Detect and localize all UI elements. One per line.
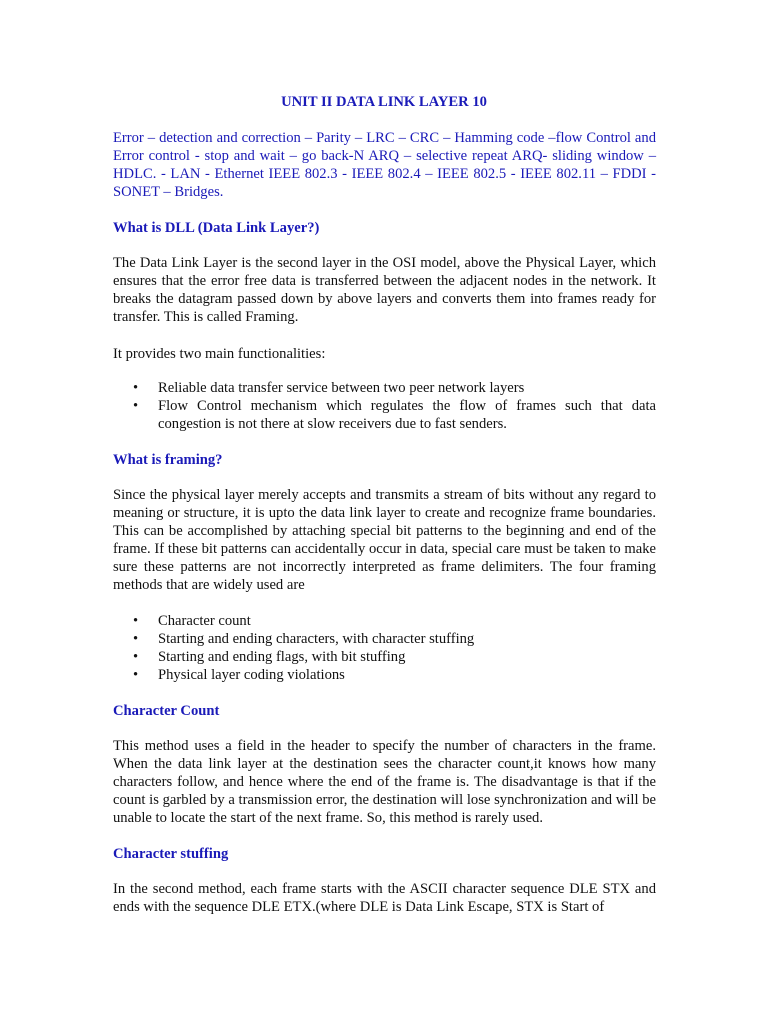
list-item-text: Physical layer coding violations [158,667,345,683]
paragraph-framing: Since the physical layer merely accepts and transmits a stream of bits without any regard to meaning or structure, it is upto the data link layer to create and recognize frame boundaries. This can be accomplished by attaching special bit patterns to the beginning and end of the frame. If these bit patterns can accidentally occur in data, special care must be taken to make sure these patterns are not incorrectly interpreted as frame delimiters. The four framing methods that are widely used are [113,487,656,593]
list-item-text: Starting and ending characters, with character stuffing [158,631,475,647]
bullet-icon: • [133,667,139,683]
framing-methods-list [113,612,656,684]
bullet-icon: • [133,380,139,396]
list-item [113,666,656,684]
list-item-text: Reliable data transfer service between two peer network layers [158,380,525,396]
heading-character-count: Character Count [113,703,220,719]
list-item [113,379,656,397]
document-title: UNIT II DATA LINK LAYER 10 [281,94,487,110]
paragraph-character-stuffing: In the second method, each frame starts with the ASCII character sequence DLE STX and ends with the sequence DLE ETX.(where DLE is Data Link Escape, STX is Start of [113,881,656,915]
paragraph-functionalities: It provides two main functionalities: [113,346,326,362]
list-item [113,397,656,433]
list-item [113,648,656,666]
syllabus-text: Error – detection and correction – Parity – LRC – CRC – Hamming code –flow Control and Error control - stop and wait – go back-N ARQ – selective repeat ARQ- sliding window – HDLC. - LAN - Ethernet IEEE 802.3 - IEEE 802.4 – IEEE 802.5 - IEEE 802.11 – FDDI - SONET – Bridges. [113,130,656,200]
list-item-text: Flow Control mechanism which regulates the flow of frames such that data congestion is not there at slow receivers due to fast senders. [158,398,656,432]
functionalities-list [113,379,656,433]
bullet-icon: • [133,631,139,647]
list-item [113,630,656,648]
bullet-icon: • [133,649,139,665]
paragraph-dll: The Data Link Layer is the second layer in the OSI model, above the Physical Layer, which ensures that the error free data is transferred between the adjacent nodes in the network. It breaks the datagram passed down by above layers and converts them into frames ready for transfer. This is called Framing. [113,255,656,325]
heading-character-stuffing: Character stuffing [113,846,229,862]
bullet-icon: • [133,398,139,414]
list-item-text: Starting and ending flags, with bit stuffing [158,649,406,665]
bullet-icon: • [133,613,139,629]
paragraph-character-count: This method uses a field in the header to specify the number of characters in the frame. When the data link layer at the destination sees the character count,it knows how many characters follow, and hence where the end of the frame is. The disadvantage is that if the count is garbled by a transmission error, the destination will lose synchronization and will be unable to locate the start of the next frame. So, this method is rarely used. [113,738,656,826]
heading-what-is-dll: What is DLL (Data Link Layer?) [113,220,320,236]
list-item [113,612,656,630]
list-item-text: Character count [158,613,251,629]
heading-what-is-framing: What is framing? [113,452,223,468]
